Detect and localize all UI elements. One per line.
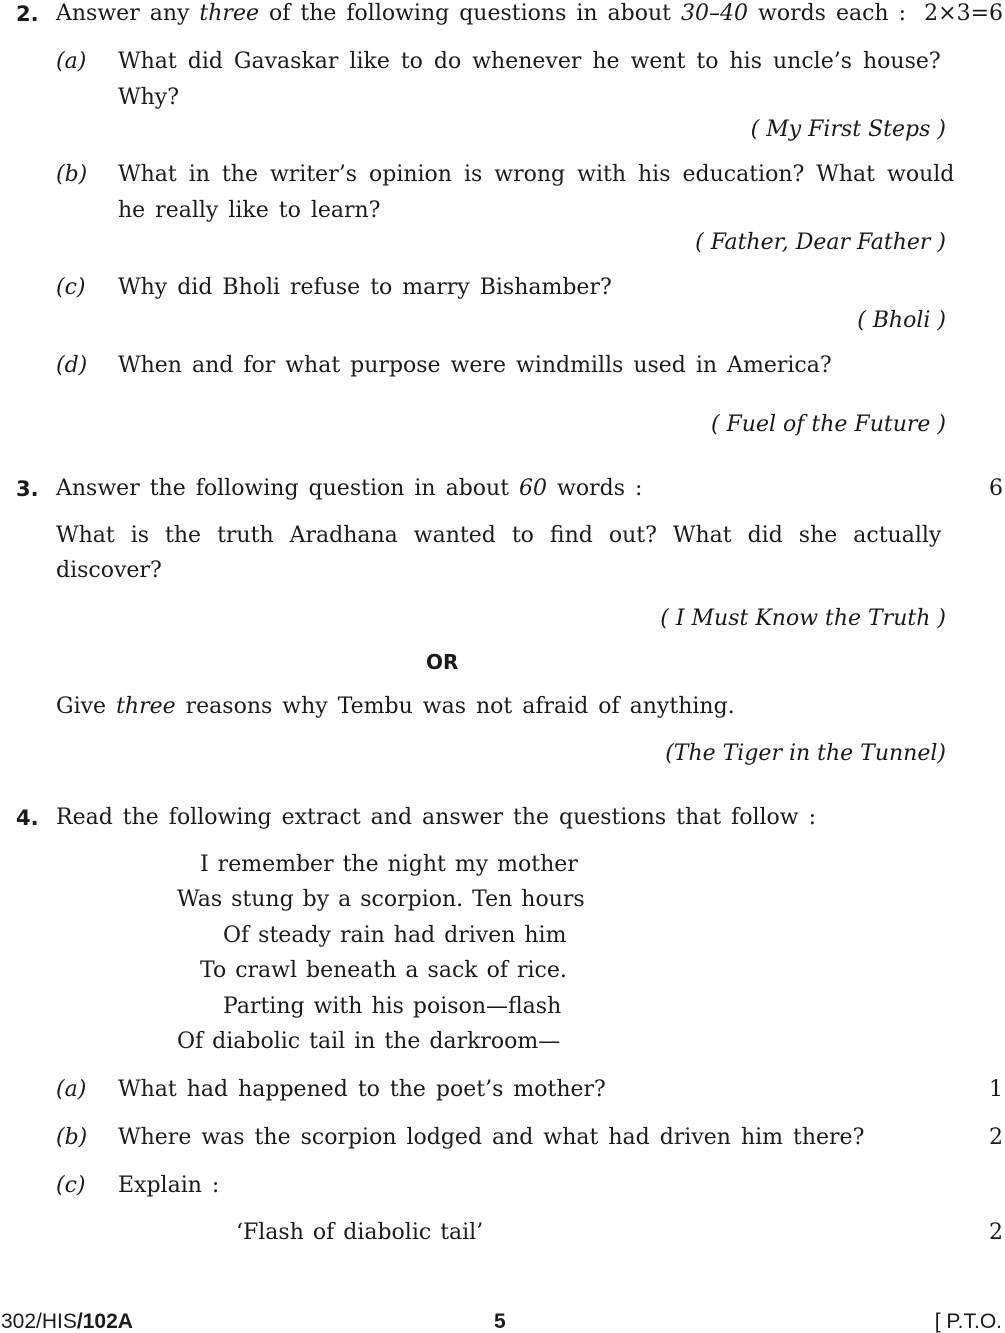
source-title: ( Father, Dear Father ) bbox=[695, 230, 946, 255]
question-text: What did Gavaskar like to do whenever he went to his uncle’s house? bbox=[118, 49, 941, 74]
source-title: ( Fuel of the Future ) bbox=[710, 412, 946, 437]
item-label: (a) bbox=[56, 1077, 87, 1102]
explain-quote: ‘Flash of diabolic tail’ bbox=[236, 1220, 484, 1245]
poem-line: To crawl beneath a sack of rice. bbox=[200, 958, 567, 983]
poem-line: Of steady rain had driven him bbox=[223, 923, 567, 948]
question-text: Give three reasons why Tembu was not afraid of anything. bbox=[56, 694, 735, 719]
item-label: (b) bbox=[56, 1125, 88, 1150]
source-title: (The Tiger in the Tunnel) bbox=[665, 741, 946, 766]
item-label: (d) bbox=[56, 353, 88, 378]
item-label: (a) bbox=[56, 49, 87, 74]
question-text: discover? bbox=[56, 558, 162, 583]
poem-line: Was stung by a scorpion. Ten hours bbox=[177, 887, 585, 912]
marks: 2×3=6 bbox=[924, 1, 1003, 26]
question-instruction: Answer the following question in about 60 words : bbox=[56, 476, 643, 501]
question-text: Why did Bholi refuse to marry Bishamber? bbox=[118, 275, 612, 300]
source-title: ( Bholi ) bbox=[857, 308, 946, 333]
item-label: (b) bbox=[56, 162, 88, 187]
question-instruction: Read the following extract and answer the questions that follow : bbox=[56, 805, 817, 830]
item-label: (c) bbox=[56, 275, 86, 300]
question-number: 3. bbox=[16, 477, 39, 501]
marks: 2 bbox=[989, 1125, 1003, 1150]
question-text: Why? bbox=[118, 85, 180, 110]
paper-code: 302/HIS/102A bbox=[1, 1310, 133, 1333]
source-title: ( I Must Know the Truth ) bbox=[660, 606, 946, 631]
item-label: (c) bbox=[56, 1173, 86, 1198]
marks: 1 bbox=[989, 1077, 1003, 1102]
question-instruction: Answer any three of the following questions in about 30–40 words each : bbox=[56, 1, 906, 26]
question-text: What had happened to the poet’s mother? bbox=[118, 1077, 606, 1102]
pto-label: [ P.T.O. bbox=[934, 1310, 1002, 1333]
marks: 2 bbox=[989, 1220, 1003, 1245]
question-text: Explain : bbox=[118, 1173, 220, 1198]
question-text: he really like to learn? bbox=[118, 198, 381, 223]
question-text: Where was the scorpion lodged and what had driven him there? bbox=[118, 1125, 865, 1150]
question-number: 4. bbox=[16, 806, 39, 830]
or-divider: OR bbox=[426, 650, 459, 674]
marks: 6 bbox=[989, 476, 1003, 501]
question-text: What is the truth Aradhana wanted to find out? What did she actually bbox=[56, 523, 942, 548]
source-title: ( My First Steps ) bbox=[750, 117, 946, 142]
poem-line: Parting with his poison—flash bbox=[223, 994, 562, 1019]
poem-line: I remember the night my mother bbox=[200, 852, 578, 877]
question-text: What in the writer’s opinion is wrong with his education? What would bbox=[118, 162, 955, 187]
question-number: 2. bbox=[16, 2, 39, 26]
question-text: When and for what purpose were windmills used in America? bbox=[118, 353, 832, 378]
page-number: 5 bbox=[494, 1310, 506, 1333]
poem-line: Of diabolic tail in the darkroom— bbox=[177, 1029, 561, 1054]
